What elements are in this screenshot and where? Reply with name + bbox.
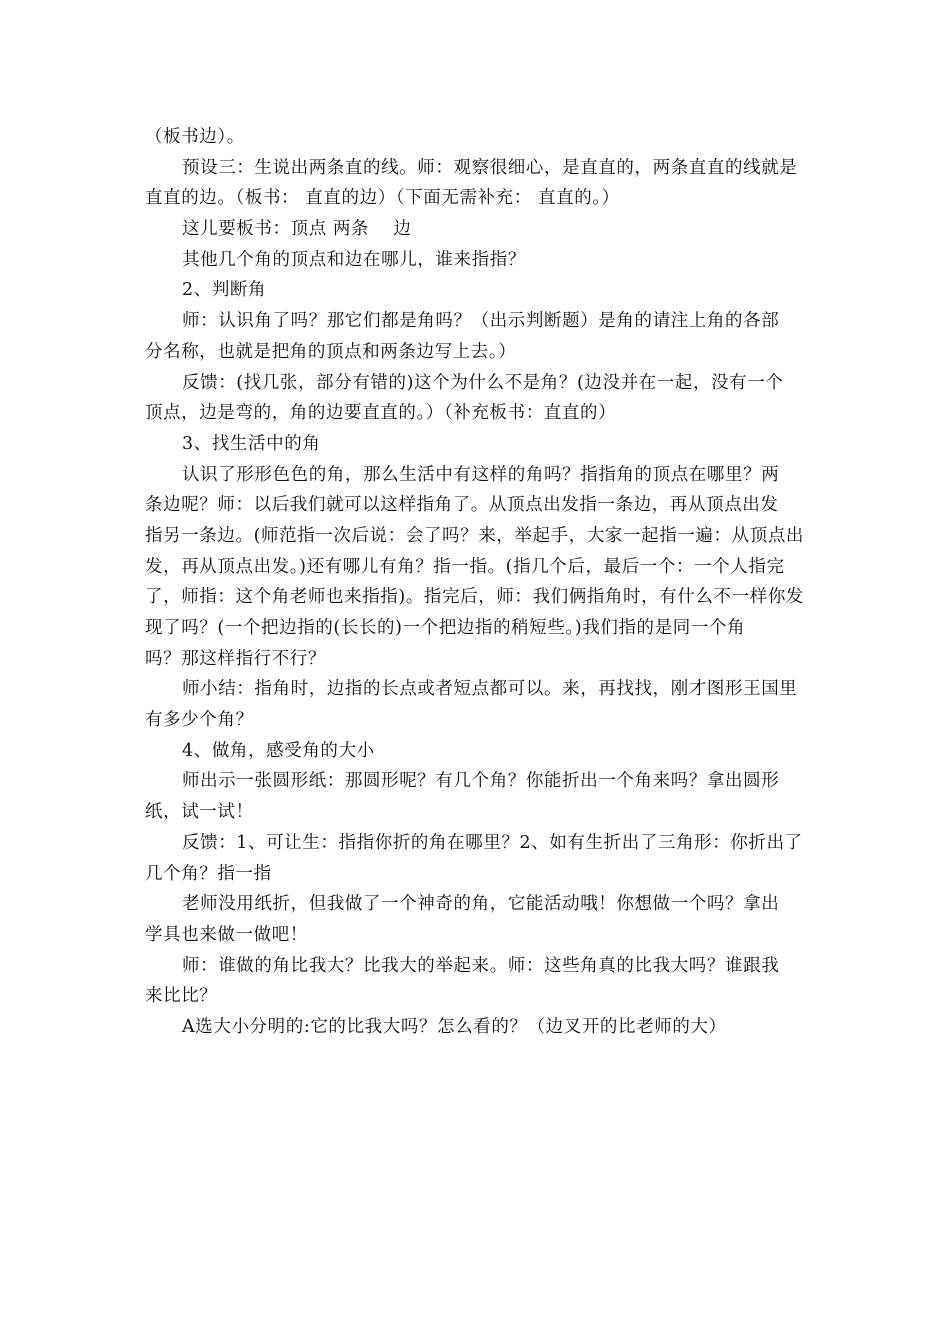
section-heading-2: 2、判断角: [182, 280, 267, 301]
text-line-15: 发，再从顶点出发。)还有哪儿有角？指一指。(指几个后，最后一个：一个人指完: [145, 556, 785, 577]
text-line-12: 认识了形形色色的角，那么生活中有这样的角吗？指指角的顶点在哪里？两: [182, 464, 780, 485]
text-line-5: 其他几个角的顶点和边在哪儿，谁来指指？: [182, 249, 526, 270]
text-line-22: 师出示一张圆形纸：那圆形呢？有几个角？你能折出一个角来吗？拿出圆形: [182, 771, 780, 792]
text-line-28: 师：谁做的角比我大？比我大的举起来。师：这些角真的比我大吗？谁跟我: [182, 955, 780, 976]
text-line-9: 反馈：(找几张，部分有错的)这个为什么不是角？(边没并在一起，没有一个: [182, 372, 784, 393]
section-heading-3: 3、找生活中的角: [182, 433, 321, 454]
text-line-27: 学具也来做一做吧！: [145, 924, 308, 945]
text-line-17: 现了吗？(一个把边指的(长长的)一个把边指的稍短些。)我们指的是同一个角: [145, 618, 746, 638]
text-line-8: 分名称，也就是把角的顶点和两条边写上去。）: [145, 341, 517, 362]
text-line-4: 这儿要板书：顶点 两条 边: [182, 219, 412, 240]
text-line-10: 顶点，边是弯的，角的边要直直的。）（补充板书：直直的）: [145, 403, 617, 424]
document-body: [145, 122, 810, 1043]
text-line-30: A选大小分明的:它的比我大吗？怎么看的？（边叉开的比老师的大）: [182, 1016, 727, 1037]
text-line-23: 纸，试一试！: [145, 802, 254, 823]
section-heading-4: 4、做角，感受角的大小: [182, 740, 375, 761]
text-line-7: 师：认识角了吗？那它们都是角吗？（出示判断题）是角的请注上角的各部: [182, 311, 780, 332]
text-line-29: 来比比？: [145, 986, 218, 1007]
text-line-1: （板书边）。: [145, 127, 245, 147]
text-line-20: 有多少个角？: [145, 710, 254, 731]
text-line-16: 了，师指：这个角老师也来指指)。指完后，师：我们俩指角时，有什么不一样你发: [145, 587, 805, 608]
text-line-2: 预设三：生说出两条直的线。师：观察很细心，是直直的，两条直直的线就是: [182, 157, 798, 178]
text-line-18: 吗？那这样指行不行？: [145, 648, 326, 669]
text-line-13: 条边呢？师：以后我们就可以这样指角了。从顶点出发指一条边，再从顶点出发: [145, 495, 779, 516]
text-line-19: 师小结：指角时，边指的长点或者短点都可以。来，再找找，刚才图形王国里: [182, 679, 798, 700]
text-line-14: 指另一条边。(师范指一次后说：会了吗？来，举起手，大家一起指一遍：从顶点出: [145, 525, 805, 546]
text-line-3: 直直的边。（板书： 直直的边）（下面无需补充： 直直的。）: [145, 188, 620, 209]
text-line-24: 反馈：1、可让生：指指你折的角在哪里？2、如有生折出了三角形：你折出了: [182, 832, 803, 853]
text-line-26: 老师没用纸折，但我做了一个神奇的角，它能活动哦！你想做一个吗？拿出: [182, 894, 780, 915]
text-line-25: 几个角？指一指: [145, 863, 272, 884]
